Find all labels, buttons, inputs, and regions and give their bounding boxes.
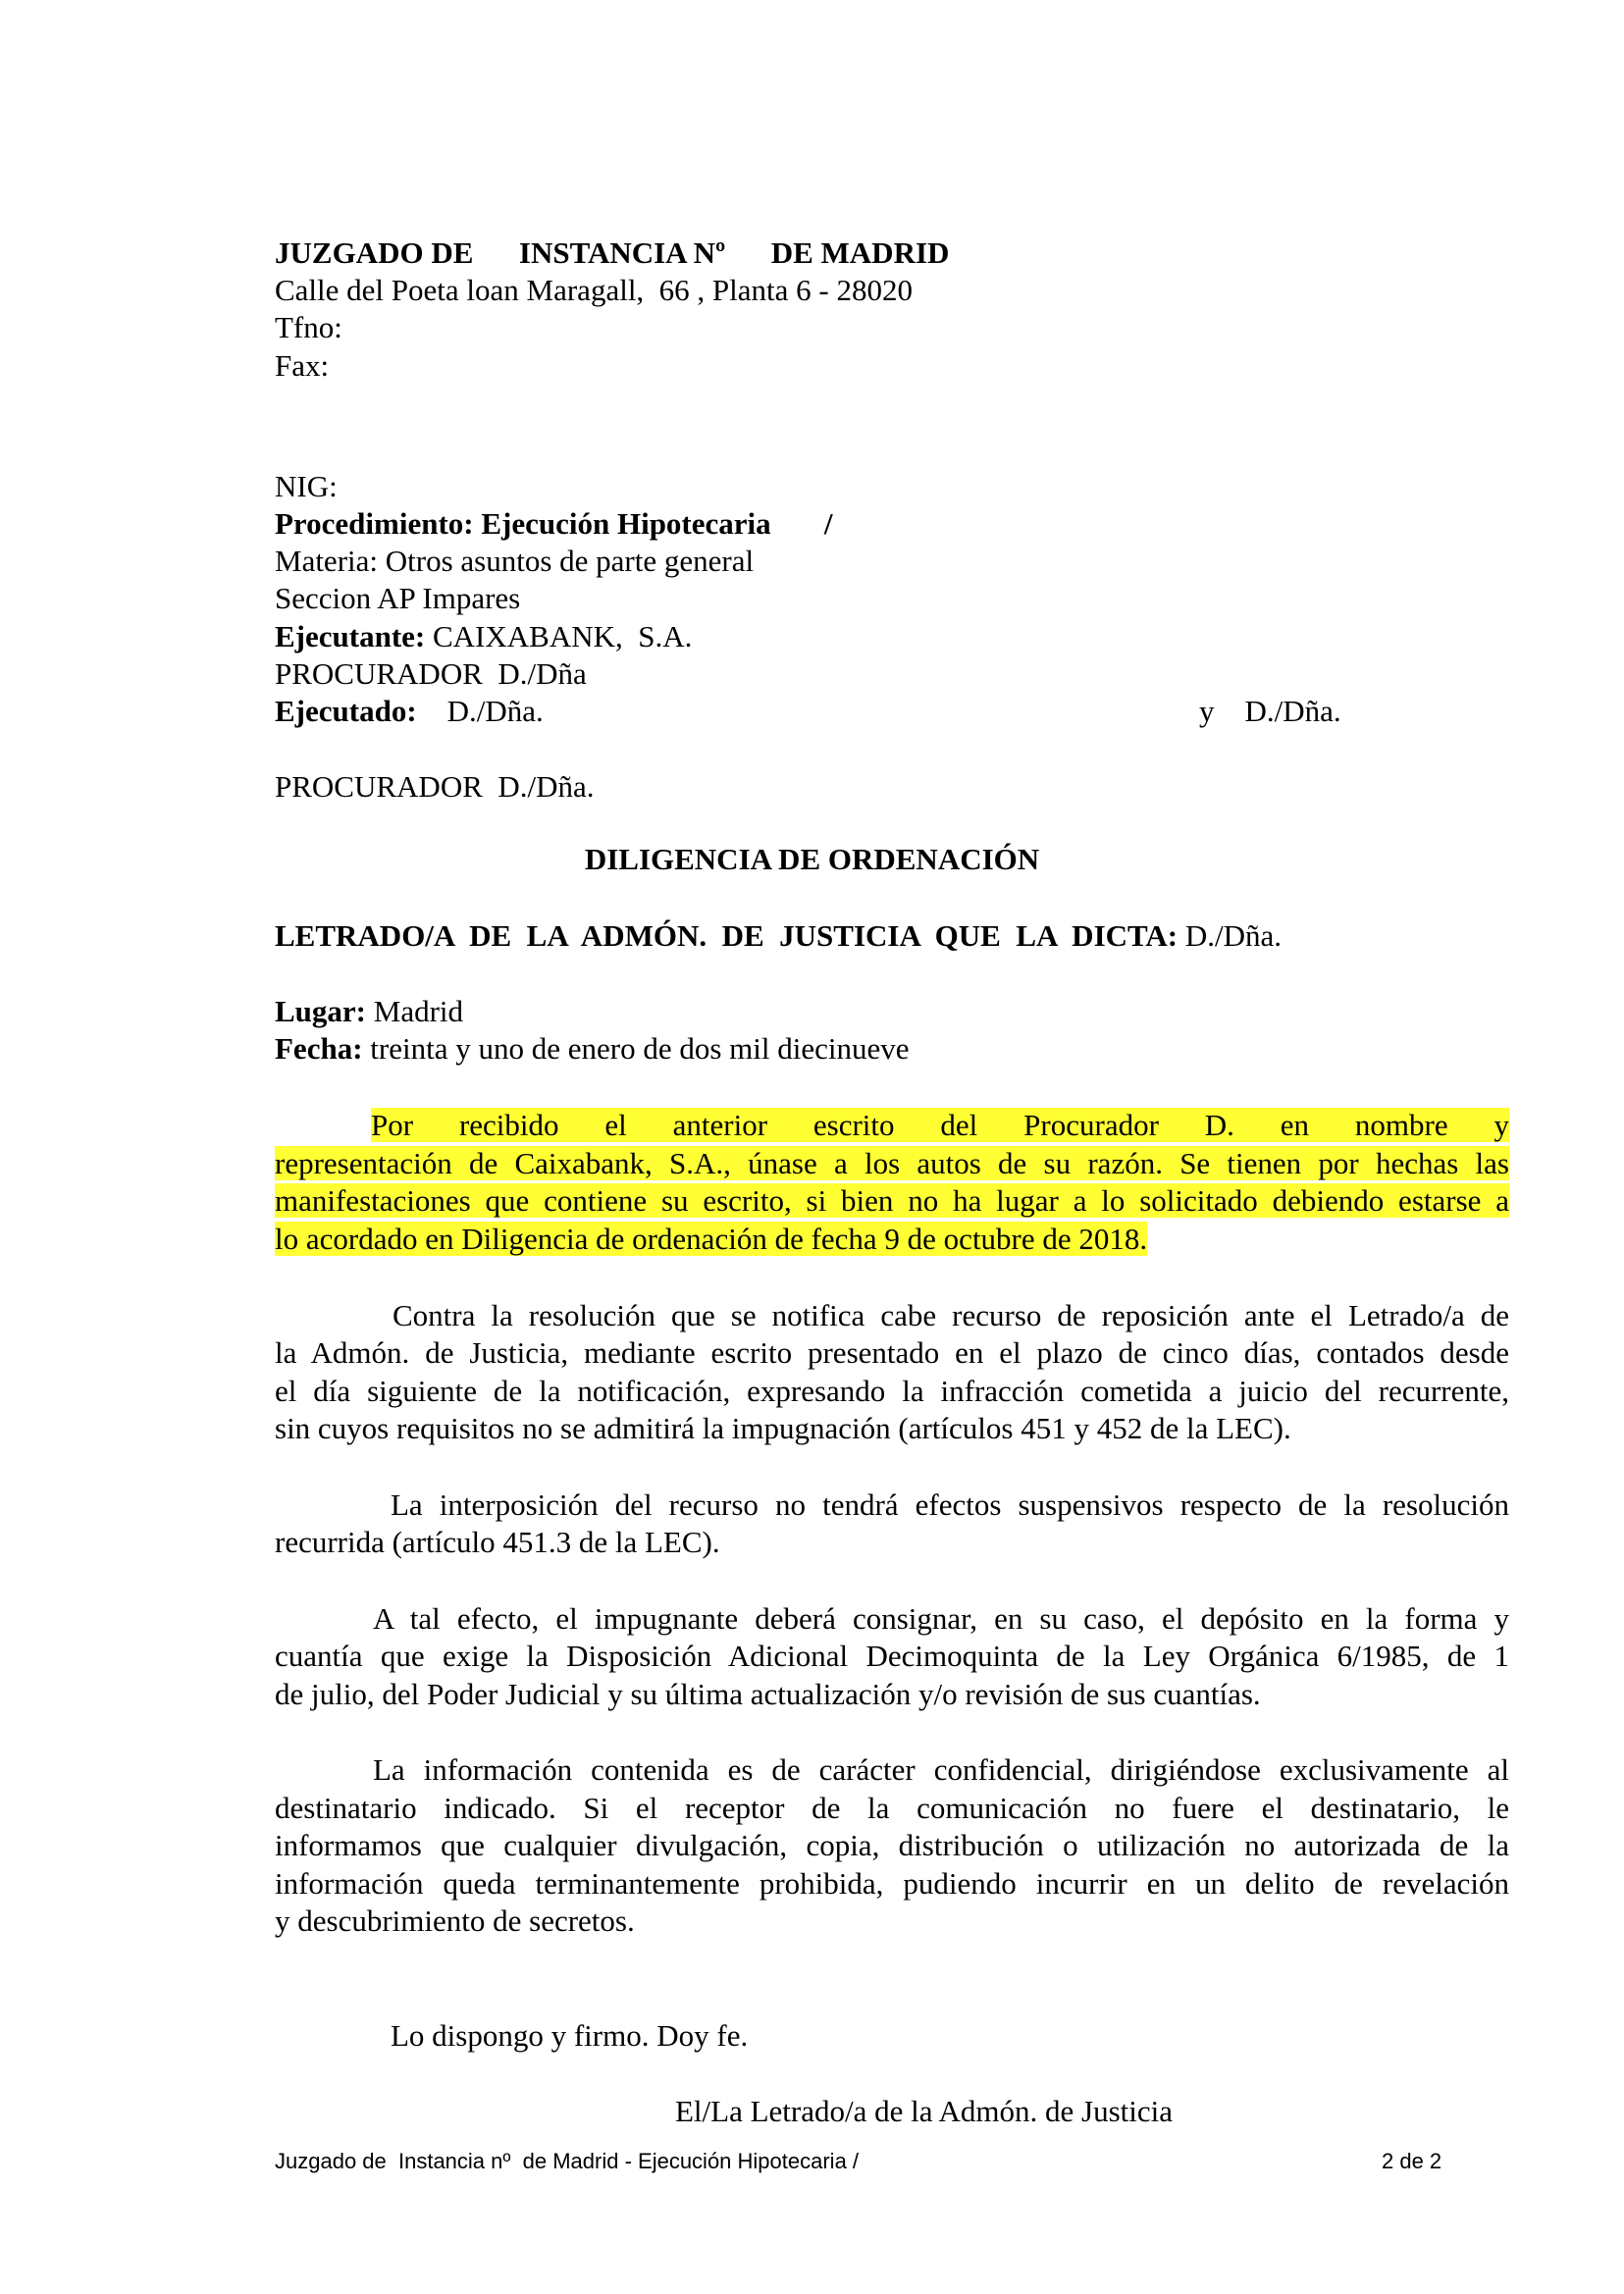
paragraph-2-line-1: Contra la resolución que se notifica cabe recurso de reposición ante el Letrado/a de bbox=[393, 1298, 1509, 1332]
ejecutado-second: y D./Dña. bbox=[1199, 694, 1341, 728]
fecha-line bbox=[275, 1030, 910, 1068]
fecha-label: Fecha: bbox=[275, 1031, 363, 1066]
ejecutante-value: CAIXABANK, S.A. bbox=[432, 619, 693, 653]
footer-text: Juzgado de Instancia nº de Madrid - Ejecución Hipotecaria / bbox=[275, 2149, 860, 2173]
procedimiento-line bbox=[275, 505, 833, 543]
ejecutado-value: D./Dña. bbox=[446, 694, 544, 728]
phone-label: Tfno: bbox=[275, 310, 342, 344]
closing-dispongo: Lo dispongo y firmo. Doy fe. bbox=[391, 2018, 749, 2053]
paragraph-1-line-3: manifestaciones que contiene su escrito, si bien no ha lugar a lo solicitado debiendo estarse a bbox=[275, 1183, 1509, 1218]
lugar-label: Lugar: bbox=[275, 994, 366, 1028]
signature-line: El/La Letrado/a de la Admón. de Justicia bbox=[675, 2094, 1174, 2128]
paragraph-2-line-3: el día siguiente de la notificación, expresando la infracción cometida a juicio del recurrente, bbox=[275, 1374, 1509, 1408]
page-number: 2 de 2 bbox=[1382, 2149, 1442, 2173]
nig-label: NIG: bbox=[275, 469, 338, 503]
procedimiento-label: Procedimiento: bbox=[275, 506, 474, 541]
ejecutado-line bbox=[275, 693, 544, 730]
lugar-value: Madrid bbox=[373, 994, 464, 1028]
fax-label: Fax: bbox=[275, 348, 330, 383]
court-title: JUZGADO DE INSTANCIA Nº DE MADRID bbox=[275, 235, 950, 270]
paragraph-1-line-1: Por recibido el anterior escrito del Procurador D. en nombre y bbox=[371, 1108, 1509, 1142]
fecha-value: treinta y uno de enero de dos mil diecinueve bbox=[370, 1031, 910, 1066]
paragraph-2-line-4: sin cuyos requisitos no se admitirá la impugnación (artículos 451 y 452 de la LEC). bbox=[275, 1411, 1291, 1445]
paragraph-5-line-4: información queda terminantemente prohibida, pudiendo incurrir en un delito de revelación bbox=[275, 1866, 1509, 1901]
ejecutante-line bbox=[275, 618, 692, 655]
seccion-line: Seccion AP Impares bbox=[275, 581, 521, 615]
paragraph-4-line-1: A tal efecto, el impugnante deberá consignar, en su caso, el depósito en la forma y bbox=[373, 1601, 1509, 1636]
letrado-label: LETRADO/A DE LA ADMÓN. DE JUSTICIA QUE LA DICTA: bbox=[275, 918, 1179, 953]
court-address: Calle del Poeta loan Maragall, 66 , Planta 6 - 28020 bbox=[275, 273, 913, 307]
document-title: DILIGENCIA DE ORDENACIÓN bbox=[584, 842, 1040, 876]
ejecutado-label: Ejecutado: bbox=[275, 694, 417, 728]
paragraph-4-line-3: de julio, del Poder Judicial y su última actualización y/o revisión de sus cuantías. bbox=[275, 1677, 1261, 1711]
ejecutante-label: Ejecutante: bbox=[275, 619, 426, 653]
paragraph-1-line-4: lo acordado en Diligencia de ordenación de fecha 9 de octubre de 2018. bbox=[275, 1222, 1148, 1256]
procurador-ejecutado: PROCURADOR D./Dña. bbox=[275, 769, 595, 804]
paragraph-5-line-2: destinatario indicado. Si el receptor de la comunicación no fuere el destinatario, le bbox=[275, 1791, 1509, 1825]
paragraph-2-line-2: la Admón. de Justicia, mediante escrito presentado en el plazo de cinco días, contados desde bbox=[275, 1335, 1509, 1370]
paragraph-4-line-2: cuantía que exige la Disposición Adicional Decimoquinta de la Ley Orgánica 6/1985, de 1 bbox=[275, 1639, 1509, 1673]
procedimiento-value: Ejecución Hipotecaria / bbox=[481, 506, 833, 541]
paragraph-5-line-5: y descubrimiento de secretos. bbox=[275, 1903, 635, 1938]
paragraph-5-line-1: La información contenida es de carácter confidencial, dirigiéndose exclusivamente al bbox=[373, 1752, 1509, 1787]
materia-line: Materia: Otros asuntos de parte general bbox=[275, 544, 755, 578]
paragraph-1-line-2: representación de Caixabank, S.A., únase a los autos de su razón. Se tienen por hechas las bbox=[275, 1146, 1509, 1180]
paragraph-5-line-3: informamos que cualquier divulgación, copia, distribución o utilización no autorizada de la bbox=[275, 1828, 1509, 1862]
paragraph-3-line-2: recurrida (artículo 451.3 de la LEC). bbox=[275, 1525, 720, 1559]
letrado-line bbox=[275, 917, 1282, 955]
paragraph-3-line-1: La interposición del recurso no tendrá efectos suspensivos respecto de la resolución bbox=[391, 1487, 1509, 1522]
letrado-value: D./Dña. bbox=[1184, 918, 1283, 953]
lugar-line bbox=[275, 993, 463, 1030]
procurador-ejecutante: PROCURADOR D./Dña bbox=[275, 656, 587, 691]
